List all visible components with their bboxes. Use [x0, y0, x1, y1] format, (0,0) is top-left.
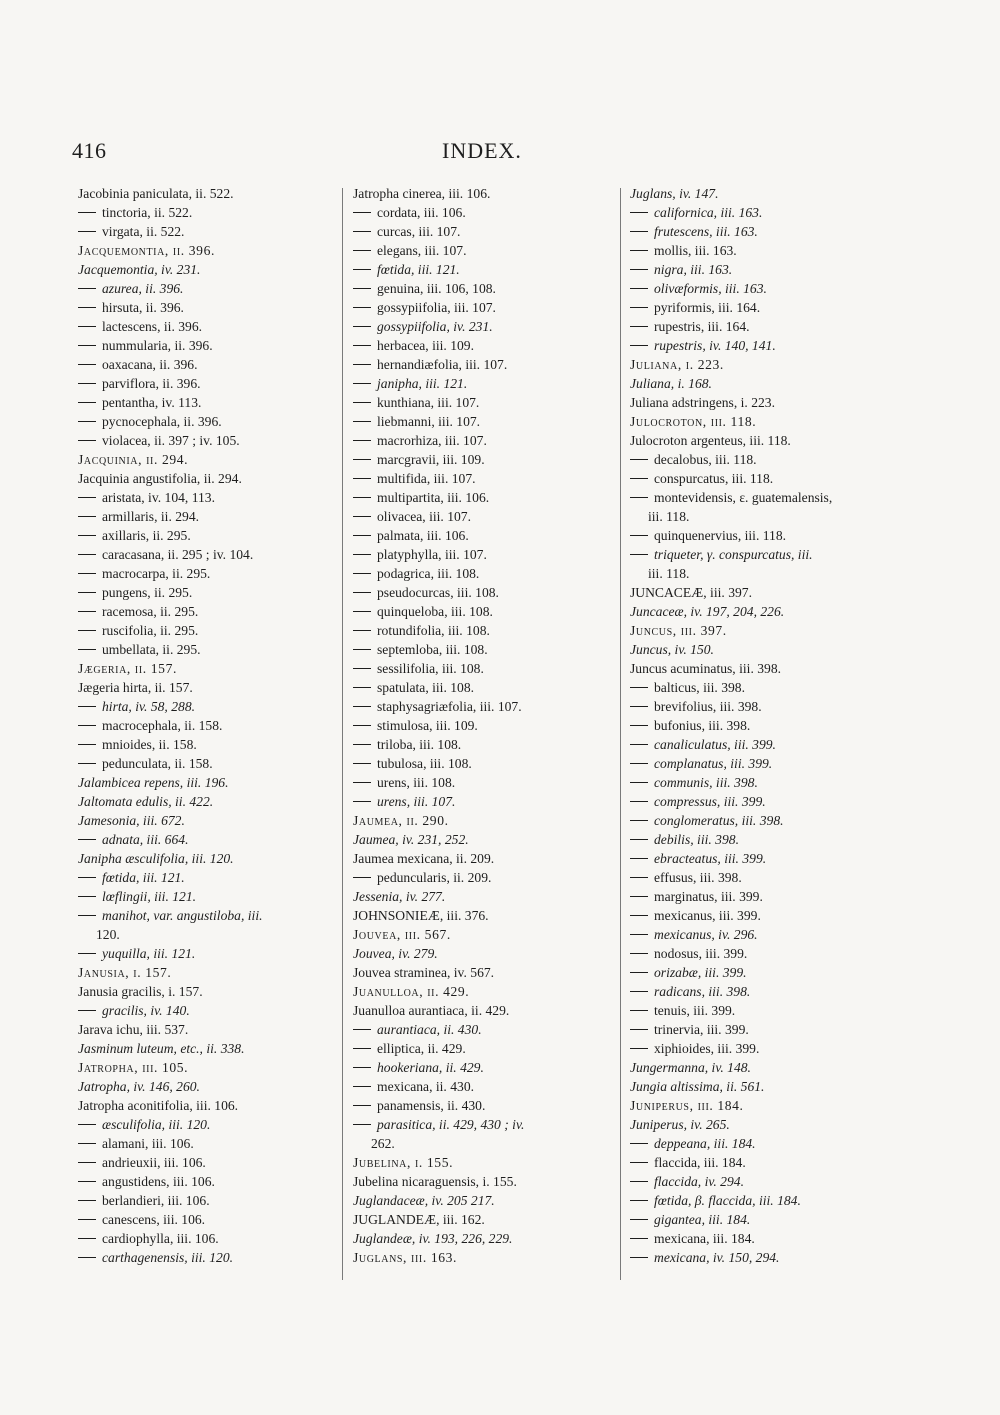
index-entry: æsculifolia, iii. 120. — [78, 1115, 334, 1134]
index-entry: macrorhiza, iii. 107. — [353, 431, 613, 450]
index-entry: macrocephala, ii. 158. — [78, 716, 334, 735]
index-entry: JUGLANDEÆ, iii. 162. — [353, 1212, 485, 1227]
index-column-3 — [630, 184, 892, 1267]
index-entry: stimulosa, iii. 109. — [353, 716, 613, 735]
index-entry: Jatropha, iv. 146, 260. — [78, 1079, 200, 1094]
index-entry: Jessenia, iv. 277. — [353, 889, 446, 904]
index-entry: lœflingii, iii. 121. — [78, 887, 334, 906]
page-number: 416 — [72, 138, 107, 163]
index-entry: andrieuxii, iii. 106. — [78, 1153, 334, 1172]
index-entry: triqueter, γ. conspurcatus, iii. — [630, 545, 892, 564]
index-entry: Jaumea, iv. 231, 252. — [353, 832, 469, 847]
index-entry: kunthiana, iii. 107. — [353, 393, 613, 412]
index-entry: Jouvea, iv. 279. — [353, 946, 438, 961]
index-entry: racemosa, ii. 295. — [78, 602, 334, 621]
index-entry: pungens, ii. 295. — [78, 583, 334, 602]
index-entry: urens, iii. 107. — [353, 792, 613, 811]
index-entry: liebmanni, iii. 107. — [353, 412, 613, 431]
index-entry: fœtida, iii. 121. — [353, 260, 613, 279]
index-entry: Juanulloa, ii. 429. — [353, 984, 470, 999]
index-entry: peduncularis, ii. 209. — [353, 868, 613, 887]
index-entry: tubulosa, iii. 108. — [353, 754, 613, 773]
index-entry: pyriformis, iii. 164. — [630, 298, 892, 317]
index-entry: marcgravii, iii. 109. — [353, 450, 613, 469]
index-entry: Juliana, i. 223. — [630, 357, 724, 372]
index-entry: cordata, iii. 106. — [353, 203, 613, 222]
index-entry: ebracteatus, iii. 399. — [630, 849, 892, 868]
index-entry: 120. — [96, 927, 120, 942]
index-entry: rotundifolia, iii. 108. — [353, 621, 613, 640]
index-entry: orizabæ, iii. 399. — [630, 963, 892, 982]
index-entry: Jacquinia angustifolia, ii. 294. — [78, 471, 242, 486]
index-entry: fœtida, β. flaccida, iii. 184. — [630, 1191, 892, 1210]
index-entry: mexicanus, iii. 399. — [630, 906, 892, 925]
index-entry: iii. 118. — [648, 566, 690, 581]
index-entry: Jouvea, iii. 567. — [353, 927, 451, 942]
index-entry: conspurcatus, iii. 118. — [630, 469, 892, 488]
column-divider — [620, 188, 621, 1280]
index-entry: parasitica, ii. 429, 430 ; iv. — [353, 1115, 613, 1134]
index-entry: balticus, iii. 398. — [630, 678, 892, 697]
index-entry: elegans, iii. 107. — [353, 241, 613, 260]
index-entry: multifida, iii. 107. — [353, 469, 613, 488]
index-entry: yuquilla, iii. 121. — [78, 944, 334, 963]
index-entry: mexicanus, iv. 296. — [630, 925, 892, 944]
index-entry: Juliana adstringens, i. 223. — [630, 395, 775, 410]
index-entry: Jasminum luteum, etc., ii. 338. — [78, 1041, 245, 1056]
index-entry: triloba, iii. 108. — [353, 735, 613, 754]
index-entry: Jaltomata edulis, ii. 422. — [78, 794, 214, 809]
index-entry: 262. — [371, 1136, 395, 1151]
index-entry: fœtida, iii. 121. — [78, 868, 334, 887]
index-entry: Juniperus, iii. 184. — [630, 1098, 744, 1113]
index-entry: pentantha, iv. 113. — [78, 393, 334, 412]
index-entry: trinervia, iii. 399. — [630, 1020, 892, 1039]
index-entry: nodosus, iii. 399. — [630, 944, 892, 963]
index-entry: hirta, iv. 58, 288. — [78, 697, 334, 716]
index-entry: Julocroton argenteus, iii. 118. — [630, 433, 791, 448]
index-entry: armillaris, ii. 294. — [78, 507, 334, 526]
index-entry: parviflora, ii. 396. — [78, 374, 334, 393]
index-entry: Julocroton, iii. 118. — [630, 414, 757, 429]
index-entry: brevifolius, iii. 398. — [630, 697, 892, 716]
index-entry: Juanulloa aurantiaca, ii. 429. — [353, 1003, 510, 1018]
index-entry: genuina, iii. 106, 108. — [353, 279, 613, 298]
index-entry: gossypiifolia, iii. 107. — [353, 298, 613, 317]
index-entry: caracasana, ii. 295 ; iv. 104. — [78, 545, 334, 564]
index-entry: rupestris, iv. 140, 141. — [630, 336, 892, 355]
index-entry: Jacquemontia, ii. 396. — [78, 243, 215, 258]
index-entry: aristata, iv. 104, 113. — [78, 488, 334, 507]
index-entry: Juncus, iv. 150. — [630, 642, 714, 657]
index-entry: iii. 118. — [648, 509, 690, 524]
index-entry: herbacea, iii. 109. — [353, 336, 613, 355]
running-head: INDEX. — [442, 138, 522, 163]
index-entry: hookeriana, ii. 429. — [353, 1058, 613, 1077]
index-entry: curcas, iii. 107. — [353, 222, 613, 241]
index-entry: gossypiifolia, iv. 231. — [353, 317, 613, 336]
index-entry: Juniperus, iv. 265. — [630, 1117, 730, 1132]
index-entry: elliptica, ii. 429. — [353, 1039, 613, 1058]
index-entry: Juncaceæ, iv. 197, 204, 226. — [630, 604, 785, 619]
index-entry: multipartita, iii. 106. — [353, 488, 613, 507]
index-entry: Janipha æsculifolia, iii. 120. — [78, 851, 234, 866]
index-entry: Juliana, i. 168. — [630, 376, 712, 391]
index-entry: Juncus acuminatus, iii. 398. — [630, 661, 782, 676]
index-entry: Juncus, iii. 397. — [630, 623, 727, 638]
index-entry: montevidensis, ε. guatemalensis, — [630, 488, 892, 507]
index-entry: quinqueloba, iii. 108. — [353, 602, 613, 621]
index-entry: cardiophylla, iii. 106. — [78, 1229, 334, 1248]
index-entry: flaccida, iii. 184. — [630, 1153, 892, 1172]
index-entry: carthagenensis, iii. 120. — [78, 1248, 334, 1267]
index-entry: Jacquemontia, iv. 231. — [78, 262, 201, 277]
index-entry: rupestris, iii. 164. — [630, 317, 892, 336]
index-entry: gracilis, iv. 140. — [78, 1001, 334, 1020]
index-entry: Jatropha aconitifolia, iii. 106. — [78, 1098, 239, 1113]
index-entry: azurea, ii. 396. — [78, 279, 334, 298]
index-entry: Jatropha, iii. 105. — [78, 1060, 189, 1075]
index-entry: JOHNSONIEÆ, iii. 376. — [353, 908, 489, 923]
index-entry: pedunculata, ii. 158. — [78, 754, 334, 773]
index-entry: complanatus, iii. 399. — [630, 754, 892, 773]
index-entry: platyphylla, iii. 107. — [353, 545, 613, 564]
index-entry: janipha, iii. 121. — [353, 374, 613, 393]
index-entry: Jubelina nicaraguensis, i. 155. — [353, 1174, 517, 1189]
index-entry: tinctoria, ii. 522. — [78, 203, 334, 222]
index-entry: xiphioides, iii. 399. — [630, 1039, 892, 1058]
index-entry: lactescens, ii. 396. — [78, 317, 334, 336]
index-entry: canaliculatus, iii. 399. — [630, 735, 892, 754]
index-entry: angustidens, iii. 106. — [78, 1172, 334, 1191]
index-entry: podagrica, iii. 108. — [353, 564, 613, 583]
index-entry: Janusia, i. 157. — [78, 965, 172, 980]
index-entry: olivacea, iii. 107. — [353, 507, 613, 526]
index-entry: californica, iii. 163. — [630, 203, 892, 222]
index-entry: Jungia altissima, ii. 561. — [630, 1079, 765, 1094]
index-entry: communis, iii. 398. — [630, 773, 892, 792]
index-entry: decalobus, iii. 118. — [630, 450, 892, 469]
index-entry: tenuis, iii. 399. — [630, 1001, 892, 1020]
index-entry: Jamesonia, iii. 672. — [78, 813, 185, 828]
index-entry: mexicana, ii. 430. — [353, 1077, 613, 1096]
index-entry: Jouvea straminea, iv. 567. — [353, 965, 495, 980]
index-entry: mexicana, iii. 184. — [630, 1229, 892, 1248]
index-entry: urens, iii. 108. — [353, 773, 613, 792]
index-entry: Jalambicea repens, iii. 196. — [78, 775, 229, 790]
index-entry: olivæformis, iii. 163. — [630, 279, 892, 298]
index-entry: hernandiæfolia, iii. 107. — [353, 355, 613, 374]
index-entry: effusus, iii. 398. — [630, 868, 892, 887]
index-entry: hirsuta, ii. 396. — [78, 298, 334, 317]
index-entry: mexicana, iv. 150, 294. — [630, 1248, 892, 1267]
index-entry: Jatropha cinerea, iii. 106. — [353, 186, 491, 201]
index-entry: Jarava ichu, iii. 537. — [78, 1022, 189, 1037]
index-entry: violacea, ii. 397 ; iv. 105. — [78, 431, 334, 450]
index-entry: quinquenervius, iii. 118. — [630, 526, 892, 545]
index-entry: debilis, iii. 398. — [630, 830, 892, 849]
index-entry: axillaris, ii. 295. — [78, 526, 334, 545]
index-column-2 — [353, 184, 613, 1267]
index-entry: panamensis, ii. 430. — [353, 1096, 613, 1115]
index-entry: virgata, ii. 522. — [78, 222, 334, 241]
index-entry: pycnocephala, ii. 396. — [78, 412, 334, 431]
index-entry: Jubelina, i. 155. — [353, 1155, 454, 1170]
index-entry: Juglans, iv. 147. — [630, 186, 719, 201]
index-entry: deppeana, iii. 184. — [630, 1134, 892, 1153]
index-entry: Janusia gracilis, i. 157. — [78, 984, 203, 999]
index-entry: mollis, iii. 163. — [630, 241, 892, 260]
index-entry: JUNCACEÆ, iii. 397. — [630, 585, 752, 600]
index-entry: umbellata, ii. 295. — [78, 640, 334, 659]
index-entry: bufonius, iii. 398. — [630, 716, 892, 735]
index-entry: manihot, var. angustiloba, iii. — [78, 906, 334, 925]
index-entry: oaxacana, ii. 396. — [78, 355, 334, 374]
index-entry: Jacquinia, ii. 294. — [78, 452, 189, 467]
index-entry: palmata, iii. 106. — [353, 526, 613, 545]
index-entry: Jægeria, ii. 157. — [78, 661, 177, 676]
index-entry: Juglans, iii. 163. — [353, 1250, 458, 1265]
index-entry: nigra, iii. 163. — [630, 260, 892, 279]
index-entry: alamani, iii. 106. — [78, 1134, 334, 1153]
index-entry: conglomeratus, iii. 398. — [630, 811, 892, 830]
column-divider — [342, 188, 343, 1280]
index-entry: Jungermanna, iv. 148. — [630, 1060, 751, 1075]
index-entry: septemloba, iii. 108. — [353, 640, 613, 659]
index-entry: nummularia, ii. 396. — [78, 336, 334, 355]
index-entry: gigantea, iii. 184. — [630, 1210, 892, 1229]
index-entry: pseudocurcas, iii. 108. — [353, 583, 613, 602]
index-entry: sessilifolia, iii. 108. — [353, 659, 613, 678]
index-entry: berlandieri, iii. 106. — [78, 1191, 334, 1210]
index-entry: ruscifolia, ii. 295. — [78, 621, 334, 640]
index-entry: canescens, iii. 106. — [78, 1210, 334, 1229]
index-entry: compressus, iii. 399. — [630, 792, 892, 811]
index-entry: spatulata, iii. 108. — [353, 678, 613, 697]
index-entry: aurantiaca, ii. 430. — [353, 1020, 613, 1039]
index-entry: Jacobinia paniculata, ii. 522. — [78, 186, 234, 201]
index-column-1 — [78, 184, 334, 1267]
index-entry: Juglandeæ, iv. 193, 226, 229. — [353, 1231, 513, 1246]
index-entry: frutescens, iii. 163. — [630, 222, 892, 241]
index-entry: Juglandaceæ, iv. 205 217. — [353, 1193, 495, 1208]
index-entry: mnioides, ii. 158. — [78, 735, 334, 754]
index-entry: Jaumea, ii. 290. — [353, 813, 449, 828]
index-entry: Jaumea mexicana, ii. 209. — [353, 851, 495, 866]
index-entry: adnata, iii. 664. — [78, 830, 334, 849]
index-entry: marginatus, iii. 399. — [630, 887, 892, 906]
index-entry: radicans, iii. 398. — [630, 982, 892, 1001]
index-entry: staphysagriæfolia, iii. 107. — [353, 697, 613, 716]
index-entry: flaccida, iv. 294. — [630, 1172, 892, 1191]
index-entry: Jægeria hirta, ii. 157. — [78, 680, 193, 695]
index-entry: macrocarpa, ii. 295. — [78, 564, 334, 583]
